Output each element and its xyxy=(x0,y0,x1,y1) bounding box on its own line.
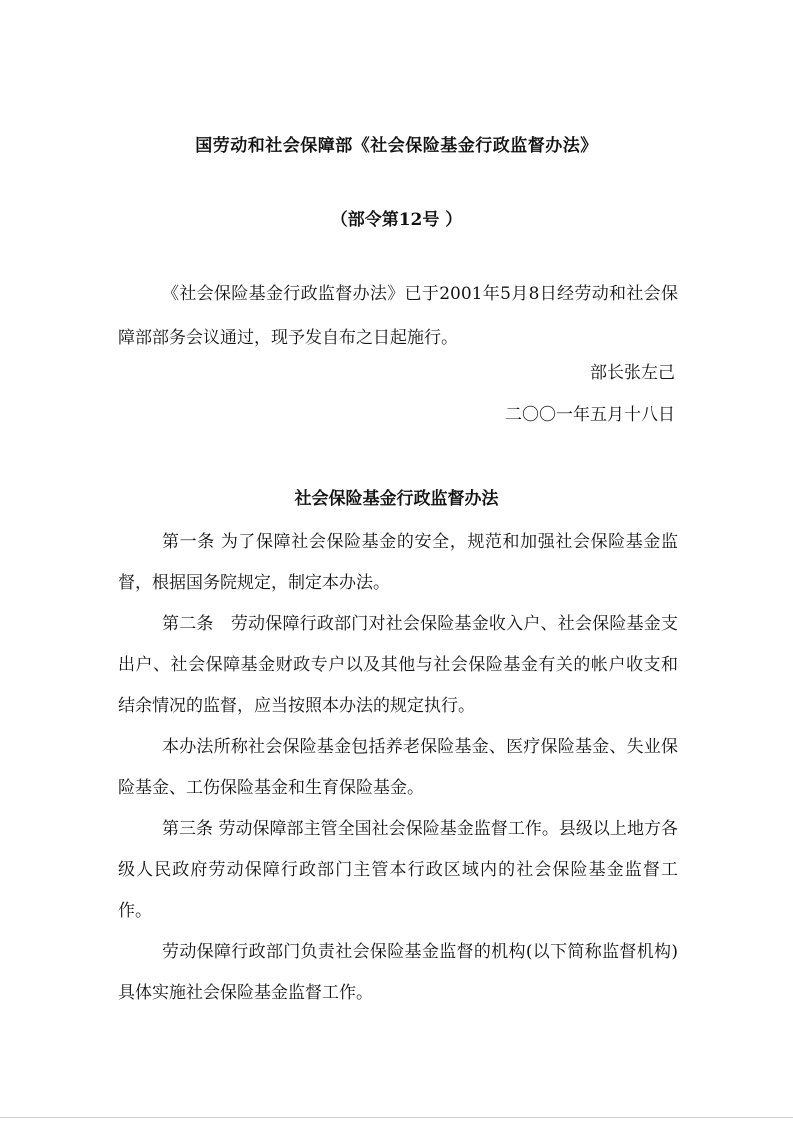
intro-paragraph xyxy=(118,272,678,360)
intro-text: 《社会保险基金行政监督办法》已于2001年5月8日经劳动和社会保障部部务会议通过，现予发自布之日起施行。 xyxy=(118,284,678,348)
section-title: 社会保险基金行政监督办法 xyxy=(294,489,499,509)
articles-body xyxy=(118,522,678,1014)
document-subtitle: （部令第12号 ） xyxy=(330,210,463,230)
paragraph-article-2: 第二条 劳动保障行政部门对社会保险基金收入户、社会保险基金支出户、社会保障基金财政专户以及其他与社会保险基金有关的帐户收支和结余情况的监督，应当按照本办法的规定执行。 xyxy=(118,614,678,716)
document-title: 国劳动和社会保障部《社会保险基金行政监督办法》 xyxy=(195,136,598,156)
signer-line: 部长张左己 xyxy=(590,363,675,383)
page-bottom-divider xyxy=(0,1117,793,1118)
paragraph-fund-scope: 本办法所称社会保险基金包括养老保险基金、医疗保险基金、失业保险基金、工伤保险基金和生育保险基金。 xyxy=(118,737,678,798)
paragraph-supervision-agency: 劳动保障行政部门负责社会保险基金监督的机构(以下简称监督机构)具体实施社会保险基金监督工作。 xyxy=(118,942,678,1003)
date-line: 二〇〇一年五月十八日 xyxy=(505,405,675,425)
paragraph-article-3: 第三条 劳动保障部主管全国社会保险基金监督工作。县级以上地方各级人民政府劳动保障行政部门主管本行政区域内的社会保险基金监督工作。 xyxy=(118,819,678,921)
paragraph-article-1: 第一条 为了保障社会保险基金的安全，规范和加强社会保险基金监督，根据国务院规定，制定本办法。 xyxy=(118,532,678,593)
